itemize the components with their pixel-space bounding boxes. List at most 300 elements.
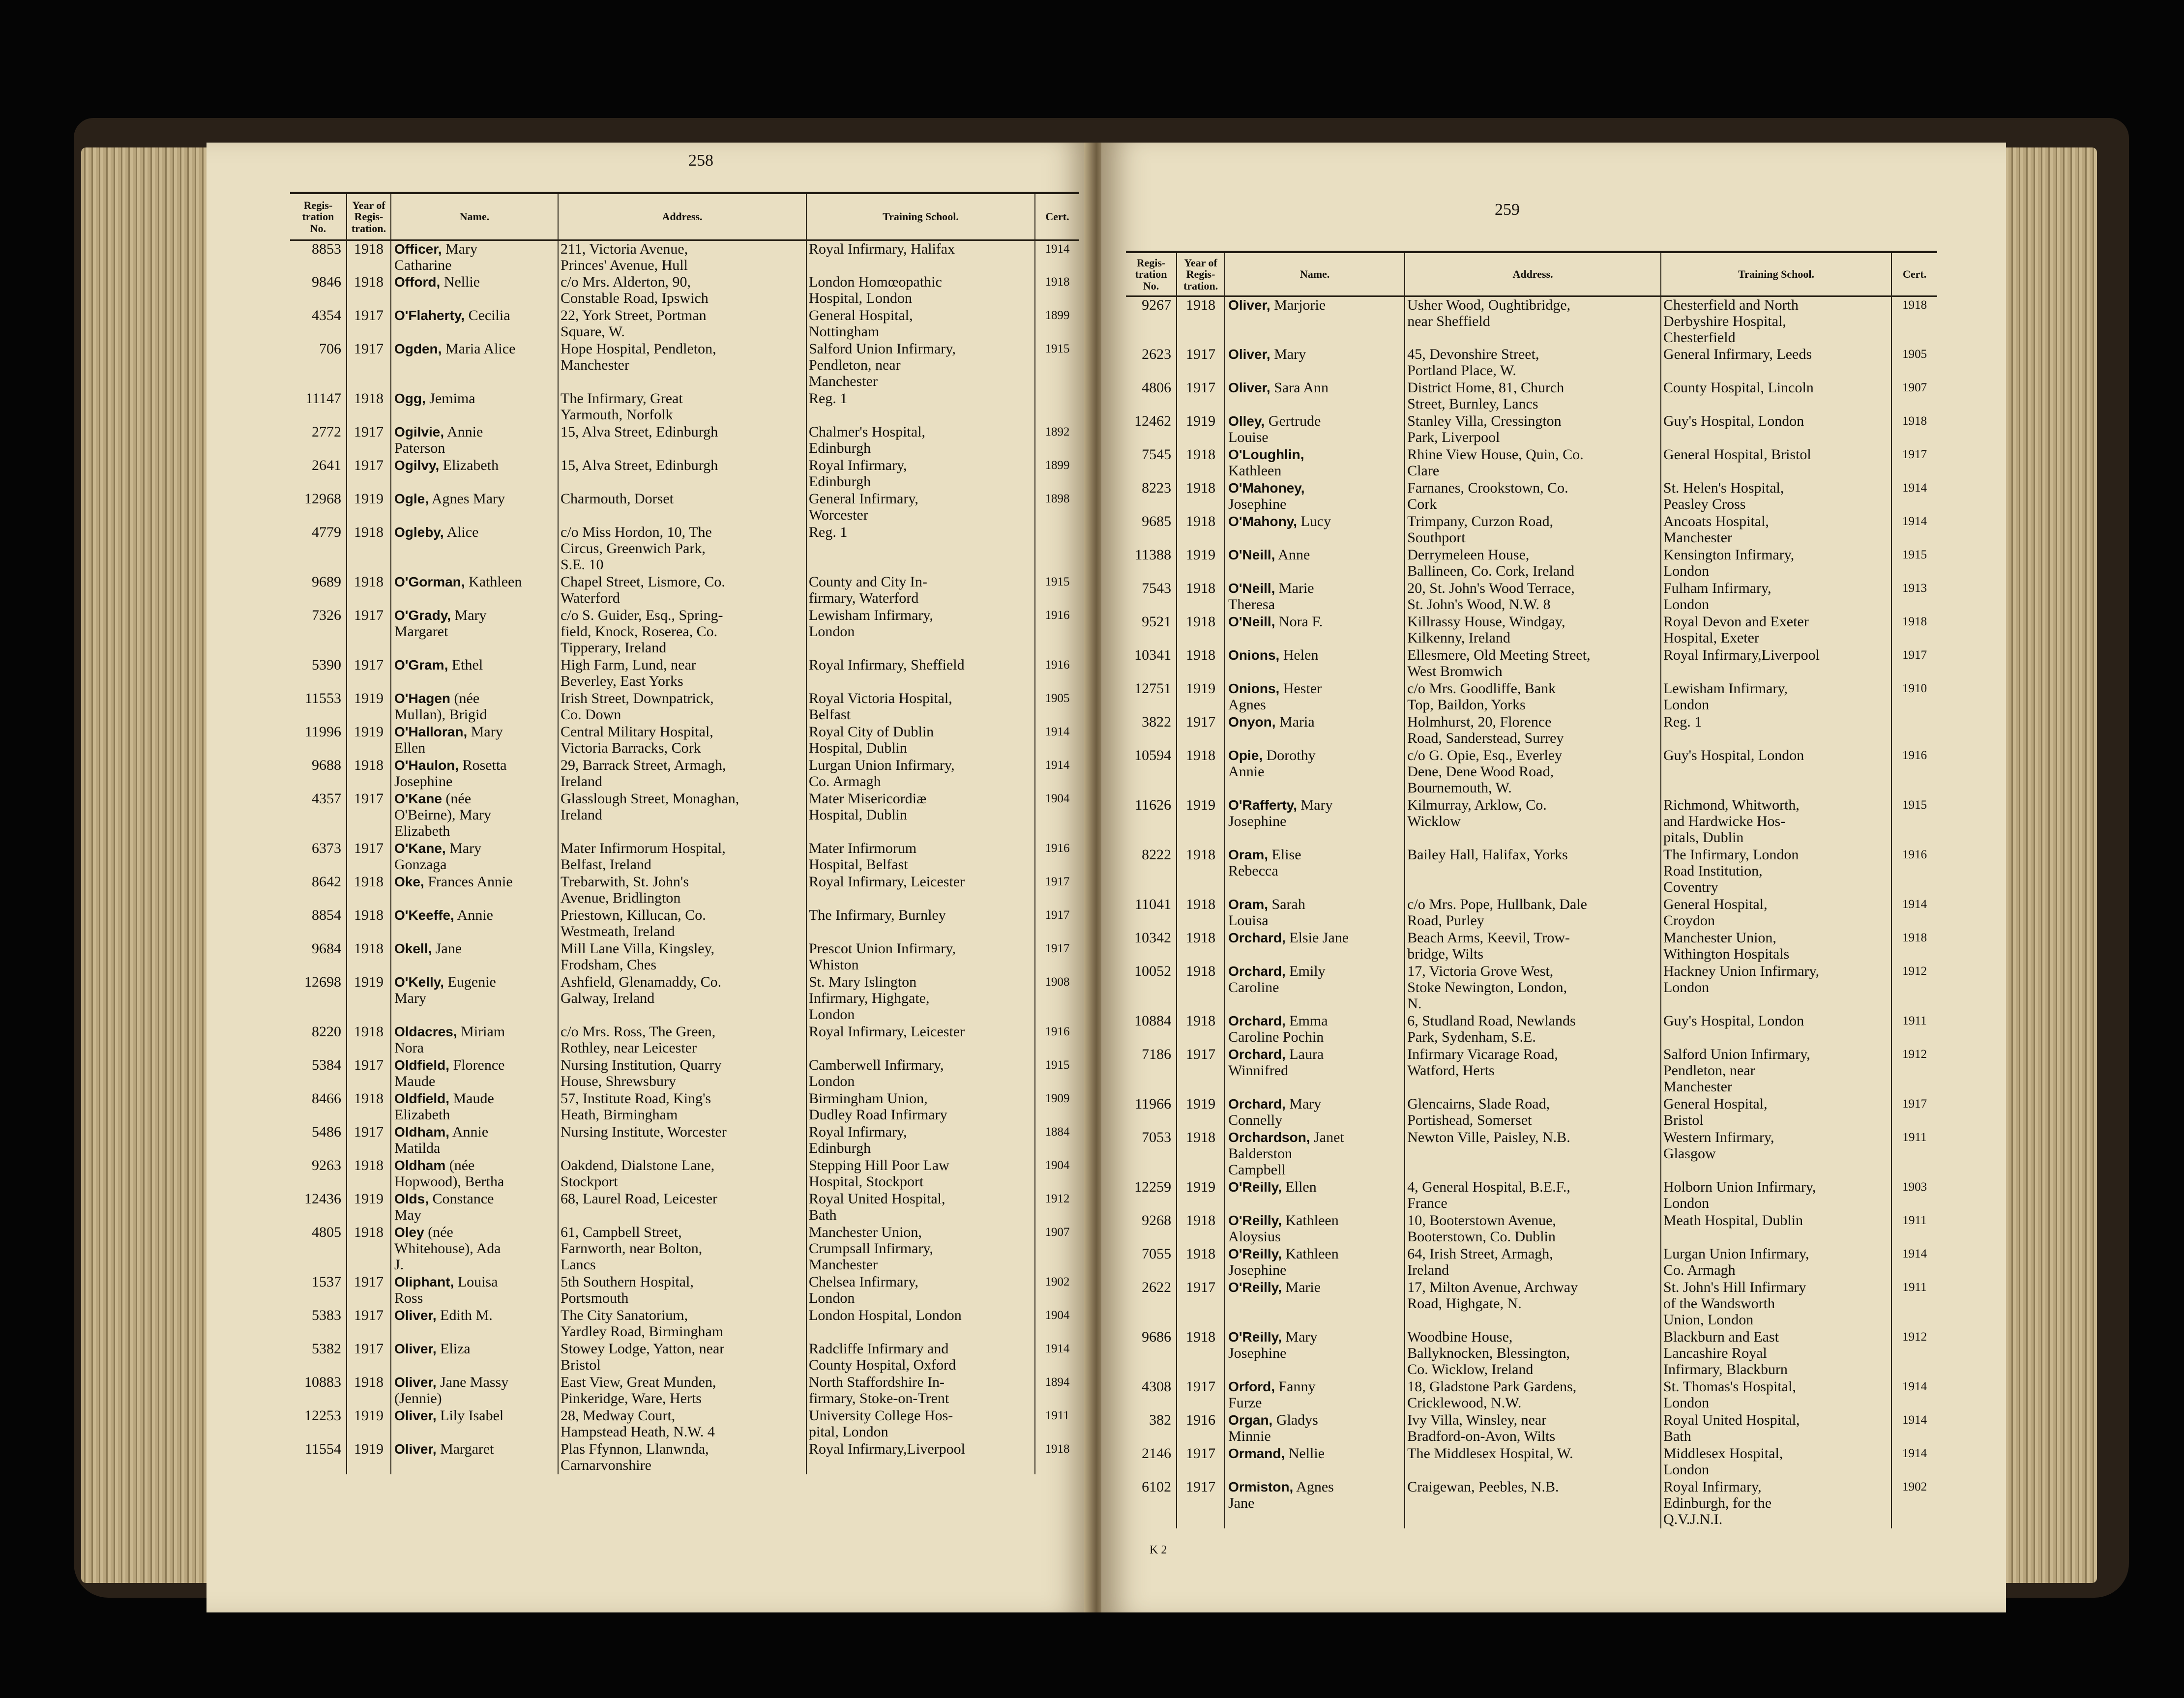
registration-year: 1917 bbox=[1177, 346, 1225, 380]
registration-number: 9268 bbox=[1142, 1212, 1172, 1229]
certificate-year: 1912 bbox=[1891, 1046, 1937, 1096]
training-school: Guy's Hospital, London bbox=[1661, 1013, 1891, 1046]
registration-year: 1918 bbox=[1177, 647, 1225, 680]
page-edges-left bbox=[81, 147, 214, 1583]
given-names: Mary Josephine bbox=[1228, 796, 1333, 829]
address: District Home, 81, Church Street, Burnley, Lancs bbox=[1405, 380, 1661, 413]
address: Newton Ville, Paisley, N.B. bbox=[1405, 1129, 1661, 1179]
surname: O'Mahony, bbox=[1228, 513, 1298, 529]
registration-number: 11554 bbox=[305, 1440, 341, 1457]
training-school: Salford Union Infirmary, Pendleton, near Manchester bbox=[806, 341, 1035, 390]
surname: Orchard, bbox=[1228, 1046, 1286, 1062]
registration-number: 9263 bbox=[312, 1157, 341, 1173]
surname: Orchard, bbox=[1228, 930, 1286, 945]
certificate-year: 1908 bbox=[1035, 974, 1079, 1024]
table-row bbox=[290, 424, 1079, 457]
nurse-name bbox=[1225, 614, 1405, 647]
table-row bbox=[290, 1341, 1079, 1374]
registration-number: 9684 bbox=[312, 940, 341, 957]
registration-number: 8642 bbox=[312, 873, 341, 890]
training-school: County Hospital, Lincoln bbox=[1661, 380, 1891, 413]
certificate-year bbox=[1891, 714, 1937, 747]
training-school: Royal Infirmary, Leicester bbox=[806, 1024, 1035, 1057]
table-row bbox=[290, 840, 1079, 874]
surname: Oram, bbox=[1228, 847, 1269, 862]
table-row bbox=[290, 1441, 1079, 1474]
training-school: Guy's Hospital, London bbox=[1661, 747, 1891, 797]
table-row bbox=[1126, 513, 1937, 547]
registration-year: 1918 bbox=[347, 1090, 391, 1124]
registration-year: 1918 bbox=[347, 757, 391, 790]
table-row bbox=[1126, 847, 1937, 896]
registration-number: 8220 bbox=[312, 1023, 341, 1040]
training-school: General Hospital, Bristol bbox=[1661, 446, 1891, 480]
nurse-name bbox=[391, 457, 558, 491]
certificate-year: 1916 bbox=[1035, 1024, 1079, 1057]
nurse-name bbox=[391, 1057, 558, 1090]
certificate-year: 1914 bbox=[1891, 896, 1937, 930]
training-school: Birmingham Union, Dudley Road Infirmary bbox=[806, 1090, 1035, 1124]
surname: Oldham, bbox=[394, 1124, 450, 1140]
registration-year: 1917 bbox=[347, 657, 391, 690]
registration-number: 9689 bbox=[312, 573, 341, 590]
training-school: Mater Misericordiæ Hospital, Dublin bbox=[806, 790, 1035, 840]
registration-number: 11388 bbox=[1135, 546, 1172, 563]
nurse-name bbox=[391, 390, 558, 424]
certificate-year: 1918 bbox=[1035, 274, 1079, 307]
registration-number: 10883 bbox=[304, 1374, 341, 1390]
address: 45, Devonshire Street, Portland Place, W. bbox=[1405, 346, 1661, 380]
address: Infirmary Vicarage Road, Watford, Herts bbox=[1405, 1046, 1661, 1096]
given-names: Mary Connelly bbox=[1228, 1095, 1322, 1128]
surname: Organ, bbox=[1228, 1412, 1273, 1428]
training-school: Royal United Hospital, Bath bbox=[1661, 1412, 1891, 1445]
given-names: Cecilia bbox=[465, 307, 510, 323]
registration-number: 12698 bbox=[304, 973, 341, 990]
registration-year: 1918 bbox=[1177, 1246, 1225, 1279]
training-school: Manchester Union, Withington Hospitals bbox=[1661, 930, 1891, 963]
nurse-name bbox=[1225, 1096, 1405, 1129]
surname: O'Rafferty, bbox=[1228, 797, 1298, 813]
registration-year: 1918 bbox=[347, 940, 391, 974]
nurse-name bbox=[1225, 714, 1405, 747]
training-school: Royal United Hospital, Bath bbox=[806, 1191, 1035, 1224]
header-reg-no: Regis- tration No. bbox=[290, 193, 347, 240]
registration-number: 7186 bbox=[1142, 1046, 1172, 1062]
registration-year: 1916 bbox=[1177, 1412, 1225, 1445]
right-page bbox=[1101, 143, 2006, 1612]
header-name: Name. bbox=[1225, 252, 1405, 296]
given-names: Marie bbox=[1281, 1279, 1321, 1295]
table-row bbox=[290, 390, 1079, 424]
table-row bbox=[1126, 1212, 1937, 1246]
certificate-year: 1912 bbox=[1891, 1329, 1937, 1378]
surname: Oley bbox=[394, 1224, 424, 1240]
nurse-name bbox=[1225, 1329, 1405, 1378]
nurse-name bbox=[1225, 847, 1405, 896]
given-names: Elizabeth bbox=[439, 457, 499, 473]
training-school: St. John's Hill Infirmary of the Wandsworth Union, London bbox=[1661, 1279, 1891, 1329]
training-school: Royal City of Dublin Hospital, Dublin bbox=[806, 724, 1035, 757]
header-cert: Cert. bbox=[1891, 252, 1937, 296]
surname: O'Kane, bbox=[394, 840, 446, 856]
address: Ivy Villa, Winsley, near Bradford-on-Avon, Wilts bbox=[1405, 1412, 1661, 1445]
given-names: Mary Ellen bbox=[394, 723, 503, 756]
registration-year: 1918 bbox=[347, 874, 391, 907]
training-school: Reg. 1 bbox=[1661, 714, 1891, 747]
given-names: Fanny Furze bbox=[1228, 1378, 1316, 1411]
registration-number: 4357 bbox=[312, 790, 341, 807]
surname: O'Reilly, bbox=[1228, 1329, 1282, 1345]
certificate-year: 1905 bbox=[1891, 346, 1937, 380]
surname: Oldfield, bbox=[394, 1090, 449, 1106]
certificate-year: 1904 bbox=[1035, 790, 1079, 840]
registration-year: 1918 bbox=[1177, 614, 1225, 647]
given-names: Margaret bbox=[436, 1440, 494, 1457]
nurse-name bbox=[391, 940, 558, 974]
certificate-year: 1914 bbox=[1891, 1445, 1937, 1479]
header-cert: Cert. bbox=[1035, 193, 1079, 240]
header-year: Year of Regis- tration. bbox=[1177, 252, 1225, 296]
training-school: Lewisham Infirmary, London bbox=[806, 607, 1035, 657]
nurse-name bbox=[391, 607, 558, 657]
surname: Oliver, bbox=[394, 1307, 437, 1323]
table-row bbox=[290, 657, 1079, 690]
given-names: Maria bbox=[1275, 713, 1315, 730]
certificate-year bbox=[1035, 390, 1079, 424]
given-names: Annie Matilda bbox=[394, 1123, 489, 1156]
given-names: Gladys Minnie bbox=[1228, 1411, 1318, 1444]
registration-year: 1917 bbox=[347, 1307, 391, 1341]
header-name: Name. bbox=[391, 193, 558, 240]
nurse-name bbox=[1225, 930, 1405, 963]
certificate-year: 1916 bbox=[1035, 607, 1079, 657]
training-school: Manchester Union, Crumpsall Infirmary, Manchester bbox=[806, 1224, 1035, 1274]
registration-number: 10052 bbox=[1134, 963, 1172, 979]
training-school: Prescot Union Infirmary, Whiston bbox=[806, 940, 1035, 974]
nurse-name bbox=[391, 274, 558, 307]
address: 17, Victoria Grove West, Stoke Newington, London, N. bbox=[1405, 963, 1661, 1013]
address: Glencairns, Slade Road, Portishead, Somerset bbox=[1405, 1096, 1661, 1129]
certificate-year: 1918 bbox=[1891, 614, 1937, 647]
surname: Ormiston, bbox=[1228, 1479, 1294, 1494]
surname: O'Reilly, bbox=[1228, 1279, 1282, 1295]
registration-year: 1918 bbox=[1177, 1013, 1225, 1046]
registration-number: 10341 bbox=[1134, 646, 1172, 663]
training-school: Hackney Union Infirmary, London bbox=[1661, 963, 1891, 1013]
table-row bbox=[1126, 1479, 1937, 1528]
nurse-name bbox=[1225, 296, 1405, 346]
table-row bbox=[1126, 547, 1937, 580]
given-names: (née O'Beirne), Mary Elizabeth bbox=[394, 790, 492, 839]
registration-number: 6373 bbox=[312, 840, 341, 856]
training-school: Richmond, Whitworth, and Hardwicke Hos- pitals, Dublin bbox=[1661, 797, 1891, 847]
training-school: Royal Infirmary, Edinburgh bbox=[806, 457, 1035, 491]
certificate-year: 1902 bbox=[1035, 1274, 1079, 1307]
certificate-year bbox=[1035, 524, 1079, 574]
given-names: Dorothy Annie bbox=[1228, 747, 1316, 780]
nurse-name bbox=[391, 1407, 558, 1441]
certificate-year: 1884 bbox=[1035, 1124, 1079, 1157]
address: Plas Ffynnon, Llanwnda, Carnarvonshire bbox=[558, 1441, 806, 1474]
registration-year: 1919 bbox=[1177, 680, 1225, 714]
given-names: Jemima bbox=[425, 390, 475, 407]
certificate-year: 1899 bbox=[1035, 457, 1079, 491]
nurse-name bbox=[1225, 1378, 1405, 1412]
address: East View, Great Munden, Pinkeridge, Ware, Herts bbox=[558, 1374, 806, 1407]
nurse-name bbox=[1225, 1179, 1405, 1212]
surname: Oliver, bbox=[1228, 346, 1270, 362]
surname: Onyon, bbox=[1228, 714, 1276, 730]
registration-number: 2623 bbox=[1142, 346, 1172, 362]
given-names: Agnes Jane bbox=[1228, 1478, 1334, 1511]
table-row bbox=[1126, 797, 1937, 847]
surname: O'Hagen bbox=[394, 690, 451, 706]
certificate-year: 1915 bbox=[1891, 547, 1937, 580]
registration-number: 5384 bbox=[312, 1056, 341, 1073]
registration-number: 11966 bbox=[1135, 1095, 1172, 1112]
certificate-year: 1917 bbox=[1891, 446, 1937, 480]
table-row bbox=[290, 240, 1079, 274]
certificate-year: 1904 bbox=[1035, 1307, 1079, 1341]
nurse-name bbox=[1225, 346, 1405, 380]
nurse-name bbox=[391, 907, 558, 940]
registration-year: 1917 bbox=[1177, 380, 1225, 413]
nurse-name bbox=[391, 1307, 558, 1341]
table-row bbox=[290, 1090, 1079, 1124]
registration-year: 1918 bbox=[347, 274, 391, 307]
nurse-name bbox=[1225, 647, 1405, 680]
certificate-year: 1918 bbox=[1891, 413, 1937, 446]
given-names: Nellie bbox=[1285, 1445, 1325, 1462]
table-row bbox=[290, 1224, 1079, 1274]
table-row bbox=[1126, 1445, 1937, 1479]
surname: Oldham bbox=[394, 1157, 446, 1173]
address: Stanley Villa, Cressington Park, Liverpool bbox=[1405, 413, 1661, 446]
registration-number: 8853 bbox=[312, 241, 341, 257]
given-names: Emma Caroline Pochin bbox=[1228, 1012, 1328, 1045]
registration-year: 1917 bbox=[347, 1124, 391, 1157]
nurse-name bbox=[391, 524, 558, 574]
training-school: Royal Infirmary, Halifax bbox=[806, 240, 1035, 274]
page-edges-right bbox=[1994, 147, 2097, 1583]
registration-number: 8222 bbox=[1142, 846, 1172, 863]
nurse-name bbox=[391, 1090, 558, 1124]
registration-number: 10594 bbox=[1134, 747, 1172, 763]
registration-number: 9846 bbox=[312, 273, 341, 290]
certificate-year: 1915 bbox=[1035, 574, 1079, 607]
address: 18, Gladstone Park Gardens, Cricklewood, N.W. bbox=[1405, 1378, 1661, 1412]
training-school: Radcliffe Infirmary and County Hospital, Oxford bbox=[806, 1341, 1035, 1374]
table-row bbox=[1126, 346, 1937, 380]
surname: O'Flaherty, bbox=[394, 307, 465, 323]
table-row bbox=[1126, 1412, 1937, 1445]
registration-number: 2641 bbox=[312, 457, 341, 473]
table-row bbox=[290, 1024, 1079, 1057]
given-names: Mary Catharine bbox=[394, 241, 477, 273]
table-row bbox=[290, 341, 1079, 390]
surname: O'Neill, bbox=[1228, 547, 1275, 562]
surname: Opie, bbox=[1228, 747, 1263, 763]
given-names: Helen bbox=[1279, 646, 1319, 663]
registration-year: 1917 bbox=[1177, 1445, 1225, 1479]
table-row bbox=[1126, 896, 1937, 930]
registration-number: 11553 bbox=[305, 690, 341, 706]
registration-number: 2772 bbox=[312, 423, 341, 440]
header-address: Address. bbox=[558, 193, 806, 240]
nurse-name bbox=[391, 1274, 558, 1307]
table-row bbox=[290, 974, 1079, 1024]
address: Nursing Institution, Quarry House, Shrewsbury bbox=[558, 1057, 806, 1090]
surname: Orchard, bbox=[1228, 1096, 1286, 1112]
table-row bbox=[1126, 296, 1937, 346]
table-row bbox=[290, 607, 1079, 657]
training-school: Royal Victoria Hospital, Belfast bbox=[806, 690, 1035, 724]
registration-year: 1917 bbox=[347, 307, 391, 341]
surname: O'Gram, bbox=[394, 657, 448, 673]
nurse-name bbox=[1225, 1445, 1405, 1479]
registration-number: 7543 bbox=[1142, 580, 1172, 596]
registration-number: 12253 bbox=[304, 1407, 341, 1424]
nurse-name bbox=[391, 574, 558, 607]
registration-year: 1918 bbox=[1177, 1329, 1225, 1378]
given-names: Annie bbox=[454, 907, 493, 923]
address: c/o Mrs. Alderton, 90, Constable Road, Ipswich bbox=[558, 274, 806, 307]
surname: Oliver, bbox=[394, 1407, 437, 1423]
header-year: Year of Regis- tration. bbox=[347, 193, 391, 240]
registration-year: 1919 bbox=[347, 1441, 391, 1474]
table-row bbox=[290, 1191, 1079, 1224]
address: Holmhurst, 20, Florence Road, Sanderstead, Surrey bbox=[1405, 714, 1661, 747]
nurse-name bbox=[391, 1374, 558, 1407]
registration-number: 9688 bbox=[312, 757, 341, 773]
certificate-year: 1914 bbox=[1035, 1341, 1079, 1374]
registration-number: 7053 bbox=[1142, 1129, 1172, 1145]
registration-number: 11996 bbox=[305, 723, 341, 740]
nurse-name bbox=[391, 240, 558, 274]
table-row bbox=[1126, 963, 1937, 1013]
table-row bbox=[290, 524, 1079, 574]
certificate-year: 1898 bbox=[1035, 491, 1079, 524]
registration-year: 1917 bbox=[1177, 1378, 1225, 1412]
surname: O'Neill, bbox=[1228, 614, 1275, 629]
nurse-name bbox=[1225, 480, 1405, 513]
surname: O'Reilly, bbox=[1228, 1212, 1282, 1228]
registration-year: 1917 bbox=[347, 1274, 391, 1307]
given-names: Florence Maude bbox=[394, 1056, 505, 1089]
registration-year: 1917 bbox=[347, 424, 391, 457]
registration-year: 1917 bbox=[1177, 1279, 1225, 1329]
registration-number: 6102 bbox=[1142, 1478, 1172, 1495]
training-school: Reg. 1 bbox=[806, 390, 1035, 424]
registration-number: 11147 bbox=[305, 390, 341, 407]
certificate-year: 1918 bbox=[1891, 930, 1937, 963]
training-school: Camberwell Infirmary, London bbox=[806, 1057, 1035, 1090]
nurse-name bbox=[391, 1224, 558, 1274]
certificate-year: 1907 bbox=[1035, 1224, 1079, 1274]
given-names: Josephine bbox=[1228, 496, 1287, 512]
address: c/o Mrs. Pope, Hullbank, Dale Road, Purley bbox=[1405, 896, 1661, 930]
surname: Ogg, bbox=[394, 390, 426, 406]
training-school: County and City In- firmary, Waterford bbox=[806, 574, 1035, 607]
nurse-name bbox=[1225, 1013, 1405, 1046]
registration-year: 1918 bbox=[1177, 446, 1225, 480]
surname: Ogle, bbox=[394, 491, 429, 506]
registration-number: 8854 bbox=[312, 907, 341, 923]
given-names: Ellen bbox=[1281, 1178, 1317, 1195]
given-names: (née Mullan), Brigid bbox=[394, 690, 487, 723]
address: 5th Southern Hospital, Portsmouth bbox=[558, 1274, 806, 1307]
certificate-year: 1904 bbox=[1035, 1157, 1079, 1191]
table-row bbox=[1126, 714, 1937, 747]
given-names: Sara Ann bbox=[1270, 379, 1329, 396]
given-names: Kathleen bbox=[1228, 462, 1282, 479]
registration-year: 1917 bbox=[347, 1057, 391, 1090]
training-school: Meath Hospital, Dublin bbox=[1661, 1212, 1891, 1246]
nurse-name bbox=[391, 1157, 558, 1191]
table-row bbox=[290, 690, 1079, 724]
training-school: Lewisham Infirmary, London bbox=[1661, 680, 1891, 714]
training-school: Ancoats Hospital, Manchester bbox=[1661, 513, 1891, 547]
registration-year: 1917 bbox=[1177, 1479, 1225, 1528]
given-names: Elise Rebecca bbox=[1228, 846, 1301, 879]
registration-number: 12968 bbox=[304, 490, 341, 507]
given-names: Laura Winnifred bbox=[1228, 1046, 1324, 1079]
certificate-year: 1914 bbox=[1891, 1378, 1937, 1412]
surname: O'Kelly, bbox=[394, 974, 444, 990]
nurse-name bbox=[391, 874, 558, 907]
table-row bbox=[290, 790, 1079, 840]
training-school: Fulham Infirmary, London bbox=[1661, 580, 1891, 614]
nurse-name bbox=[1225, 1479, 1405, 1528]
certificate-year: 1916 bbox=[1035, 840, 1079, 874]
table-row bbox=[290, 940, 1079, 974]
table-row bbox=[1126, 747, 1937, 797]
nurse-name bbox=[1225, 1212, 1405, 1246]
given-names: Jane Massy (Jennie) bbox=[394, 1374, 509, 1406]
registration-year: 1919 bbox=[1177, 1096, 1225, 1129]
surname: Oliver, bbox=[394, 1374, 437, 1390]
nurse-name bbox=[391, 790, 558, 840]
given-names: Marie Theresa bbox=[1228, 580, 1314, 613]
training-school: Reg. 1 bbox=[806, 524, 1035, 574]
certificate-year: 1911 bbox=[1891, 1212, 1937, 1246]
page-number: 258 bbox=[688, 151, 713, 170]
given-names: Anne bbox=[1275, 546, 1310, 563]
registration-number: 9267 bbox=[1142, 297, 1172, 313]
registration-year: 1918 bbox=[347, 1374, 391, 1407]
nurse-name bbox=[1225, 1412, 1405, 1445]
nurse-name bbox=[391, 840, 558, 874]
table-row bbox=[1126, 1378, 1937, 1412]
address: Irish Street, Downpatrick, Co. Down bbox=[558, 690, 806, 724]
surname: Okell, bbox=[394, 940, 432, 956]
nurse-name bbox=[1225, 1046, 1405, 1096]
nurse-name bbox=[1225, 797, 1405, 847]
registration-year: 1917 bbox=[347, 457, 391, 491]
signature-mark: K 2 bbox=[1150, 1544, 1167, 1556]
given-names: Eliza bbox=[436, 1340, 471, 1357]
address: Kilmurray, Arklow, Co. Wicklow bbox=[1405, 797, 1661, 847]
address: 6, Studland Road, Newlands Park, Sydenham, S.E. bbox=[1405, 1013, 1661, 1046]
registration-year: 1918 bbox=[1177, 963, 1225, 1013]
registration-number: 10342 bbox=[1134, 929, 1172, 946]
registration-number: 8466 bbox=[312, 1090, 341, 1107]
surname: Officer, bbox=[394, 241, 442, 257]
surname: Oliphant, bbox=[394, 1274, 454, 1289]
surname: Oliver, bbox=[1228, 297, 1270, 313]
given-names: Kathleen Josephine bbox=[1228, 1245, 1339, 1278]
